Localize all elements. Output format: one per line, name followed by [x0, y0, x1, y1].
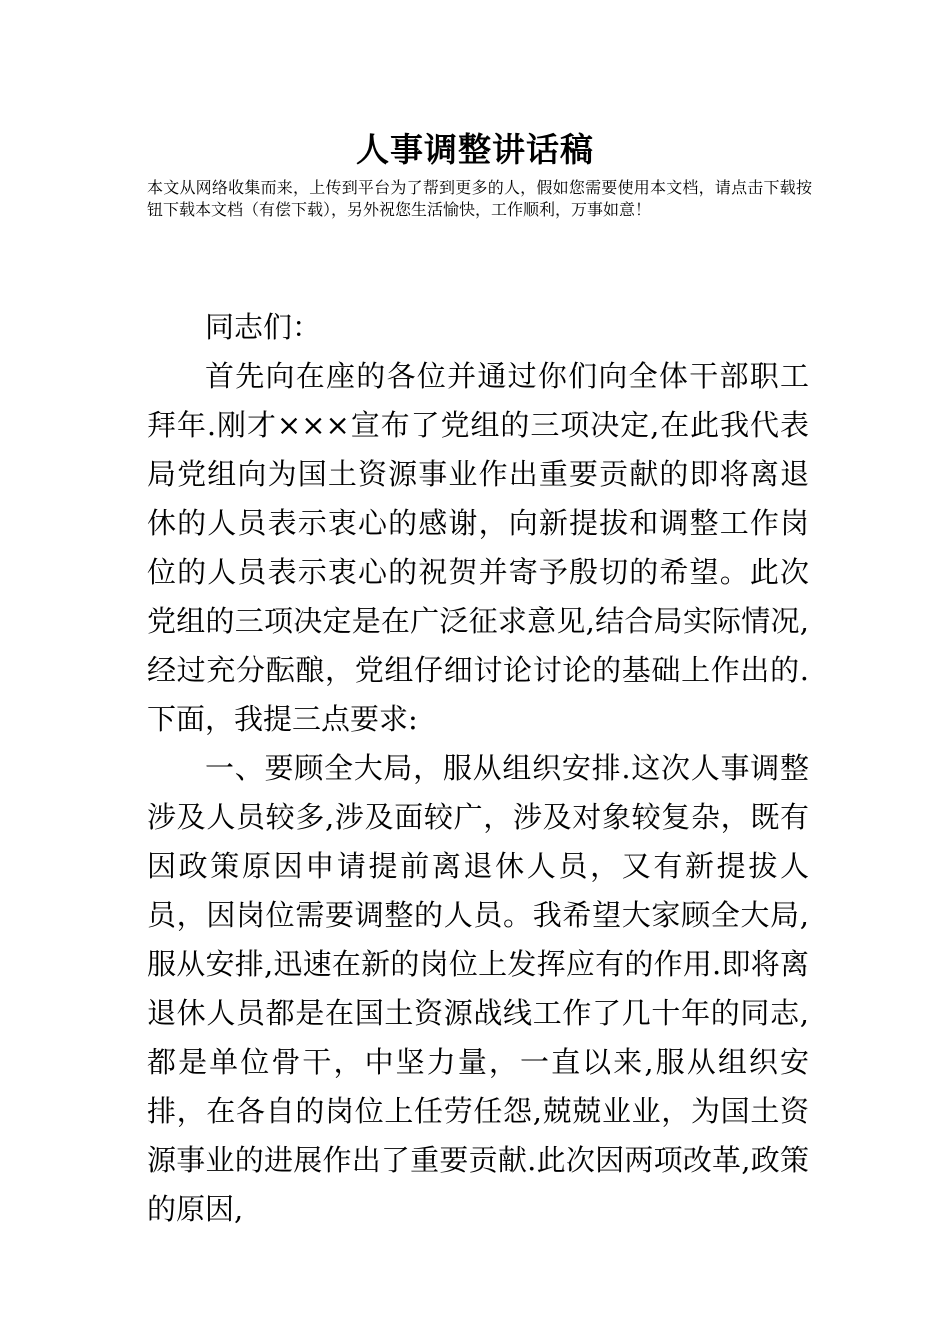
- document-body: [147, 303, 809, 1234]
- download-notice: 本文从网络收集而来，上传到平台为了帮到更多的人，假如您需要使用本文档，请点击下载按钮下载本文档（有偿下载），另外祝您生活愉快，工作顺利，万事如意！: [147, 178, 812, 219]
- paragraph-opening: 首先向在座的各位并通过你们向全体干部职工拜年.刚才×××宣布了党组的三项决定,在此我代表局党组向为国土资源事业作出重要贡献的即将离退休的人员表示衷心的感谢，向新提拔和调整工作岗位的人员表示衷心的祝贺并寄予殷切的希望。此次党组的三项决定是在广泛征求意见,结合局实际情况,经过充分酝酿，党组仔细讨论讨论的基础上作出的.下面，我提三点要求:: [147, 359, 809, 736]
- paragraph-salutation: 同志们：: [205, 310, 322, 344]
- paragraph-point-one: 一、要顾全大局，服从组织安排.这次人事调整涉及人员较多,涉及面较广，涉及对象较复杂，既有因政策原因申请提前离退休人员，又有新提拔人员，因岗位需要调整的人员。我希望大家顾全大局,服从安排,迅速在新的岗位上发挥应有的作用.即将离退休人员都是在国土资源战线工作了几十年的同志,都是单位骨干，中坚力量，一直以来,服从组织安排，在各自的岗位上任劳任怨,兢兢业业，为国土资源事业的进展作出了重要贡献.此次因两项改革,政策的原因,: [147, 751, 809, 1226]
- document-title: 人事调整讲话稿: [356, 130, 594, 169]
